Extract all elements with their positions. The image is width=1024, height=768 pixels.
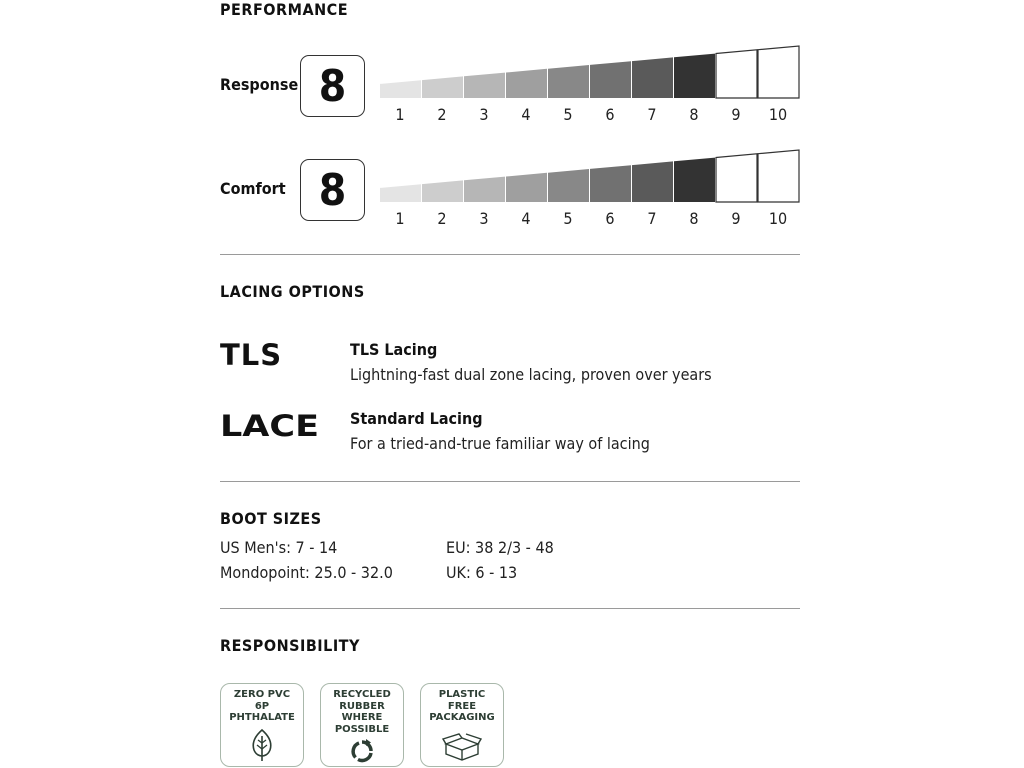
comfort-scale-numbers xyxy=(379,209,799,229)
lacing-description: For a tried-and-true familiar way of lacing xyxy=(350,434,650,453)
comfort-label: Comfort xyxy=(220,179,286,198)
scale-segment-filled xyxy=(506,173,547,202)
scale-number: 5 xyxy=(563,209,573,228)
scale-number: 2 xyxy=(437,105,447,124)
scale-number: 10 xyxy=(768,209,788,228)
scale-segment-filled xyxy=(380,184,421,202)
scale-number: 2 xyxy=(437,209,447,228)
scale-number: 3 xyxy=(479,209,489,228)
lacing-option-tls xyxy=(220,340,800,400)
scale-segment-empty xyxy=(716,50,757,98)
scale-segment-filled xyxy=(422,76,463,98)
scale-segment-filled xyxy=(506,69,547,98)
scale-number: 6 xyxy=(605,209,615,228)
scale-number: 9 xyxy=(731,105,741,124)
response-scale xyxy=(379,45,804,103)
scale-number: 4 xyxy=(521,209,531,228)
badge-text: ZERO PVC 6P PHTHALATE xyxy=(229,689,295,723)
responsibility-badges xyxy=(220,683,520,767)
scale-number: 6 xyxy=(605,105,615,124)
badge-zero-pvc xyxy=(220,683,304,767)
scale-number: 8 xyxy=(689,105,699,124)
lacing-heading: LACING OPTIONS xyxy=(220,282,365,301)
recycle-icon xyxy=(349,738,375,764)
lace-logo xyxy=(220,409,325,441)
leaf-icon xyxy=(249,728,275,762)
scale-segment-filled xyxy=(548,65,589,98)
scale-number: 7 xyxy=(647,105,657,124)
badge-plastic-free xyxy=(420,683,504,767)
response-scale-numbers xyxy=(379,105,799,125)
size-eu: EU: 38 2/3 - 48 xyxy=(446,538,554,557)
scale-number: 4 xyxy=(521,105,531,124)
scale-segment-filled xyxy=(674,158,715,202)
response-value-box: 8 xyxy=(300,55,365,117)
scale-segment-filled xyxy=(464,73,505,98)
scale-number: 5 xyxy=(563,105,573,124)
box-icon xyxy=(442,732,482,762)
scale-number: 9 xyxy=(731,209,741,228)
scale-segment-filled xyxy=(422,180,463,202)
scale-segment-empty xyxy=(758,150,799,202)
scale-number: 10 xyxy=(768,105,788,124)
lacing-option-standard xyxy=(220,409,800,469)
scale-segment-filled xyxy=(632,161,673,202)
responsibility-heading: RESPONSIBILITY xyxy=(220,636,360,655)
divider xyxy=(220,608,800,609)
comfort-scale xyxy=(379,149,804,207)
scale-segment-filled xyxy=(632,57,673,98)
scale-number: 1 xyxy=(395,105,405,124)
scale-segment-filled xyxy=(674,54,715,98)
tls-logo-text: TLS xyxy=(220,340,283,370)
scale-segment-empty xyxy=(716,154,757,202)
scale-segment-empty xyxy=(758,46,799,98)
size-us-mens: US Men's: 7 - 14 xyxy=(220,538,338,557)
scale-segment-filled xyxy=(548,169,589,202)
comfort-value-box: 8 xyxy=(300,159,365,221)
scale-number: 7 xyxy=(647,209,657,228)
lacing-name: Standard Lacing xyxy=(350,409,483,428)
scale-number: 8 xyxy=(689,209,699,228)
boot-sizes xyxy=(220,538,800,588)
scale-number: 3 xyxy=(479,105,489,124)
scale-segment-filled xyxy=(590,165,631,202)
badge-text: PLASTIC FREE PACKAGING xyxy=(429,689,495,723)
comfort-rating xyxy=(220,159,810,239)
lacing-description: Lightning-fast dual zone lacing, proven over years xyxy=(350,365,712,384)
badge-recycled-rubber xyxy=(320,683,404,767)
boot-sizes-heading: BOOT SIZES xyxy=(220,509,322,528)
performance-heading: PERFORMANCE xyxy=(220,0,349,19)
lace-logo-text: LACE xyxy=(220,409,319,441)
size-mondopoint: Mondopoint: 25.0 - 32.0 xyxy=(220,563,393,582)
badge-text: RECYCLED RUBBER WHERE POSSIBLE xyxy=(333,689,391,735)
response-rating xyxy=(220,55,810,135)
size-uk: UK: 6 - 13 xyxy=(446,563,518,582)
lacing-name: TLS Lacing xyxy=(350,340,438,359)
scale-segment-filled xyxy=(590,61,631,98)
scale-segment-filled xyxy=(464,177,505,202)
divider xyxy=(220,481,800,482)
tls-logo xyxy=(220,340,300,370)
scale-segment-filled xyxy=(380,80,421,98)
response-label: Response xyxy=(220,75,299,94)
divider xyxy=(220,254,800,255)
scale-number: 1 xyxy=(395,209,405,228)
